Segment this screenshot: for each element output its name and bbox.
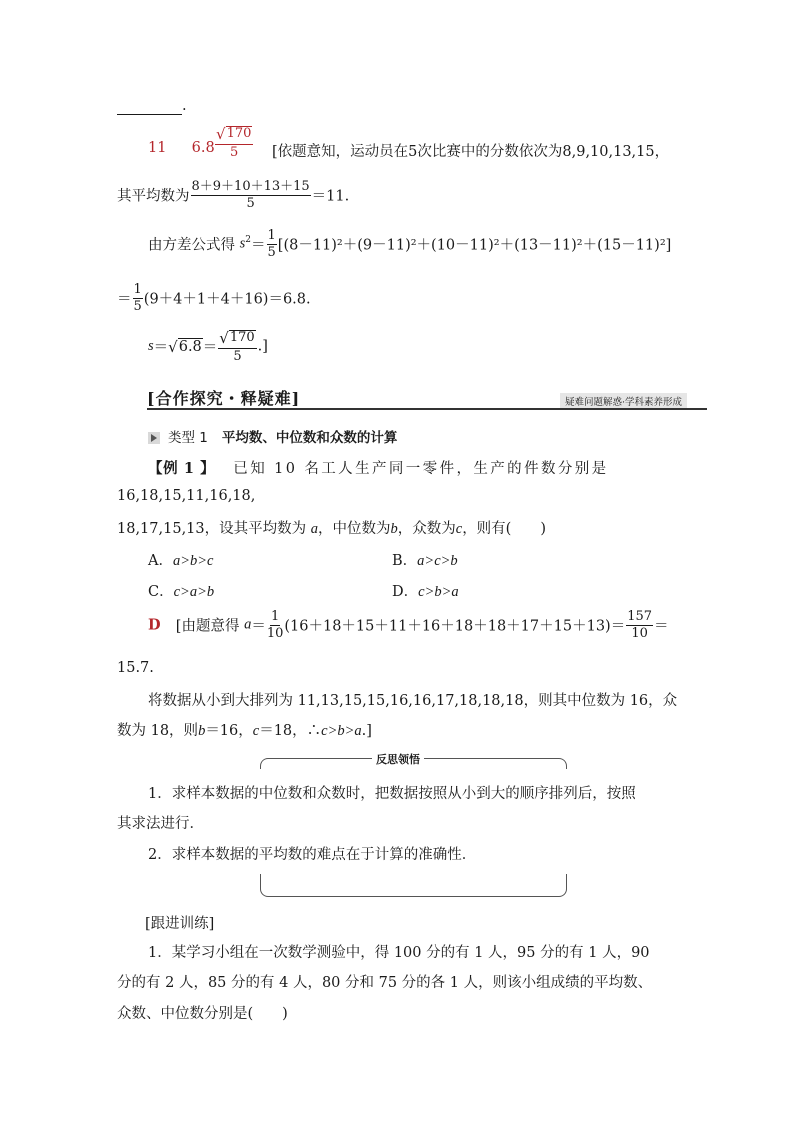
solution-res-num: 157: [627, 609, 653, 624]
answer-values: [148, 140, 215, 156]
var-a: a: [310, 521, 318, 537]
play-triangle-icon: [148, 432, 160, 444]
followup-q1c: 众数、中位数分别是( ): [117, 1006, 288, 1022]
variance-result-frac-den: 5: [133, 298, 142, 314]
solution-line4g: .]: [361, 723, 372, 739]
average-numerator: 8＋9＋10＋13＋15: [191, 179, 310, 194]
sd-end: .]: [257, 338, 268, 355]
average-result: ＝11.: [311, 188, 350, 205]
average-label: 其平均数为: [117, 188, 190, 205]
solution-line3: 将数据从小到大排列为 11,13,15,15,16,16,17,18,18,18，则其中位数为 16，众: [148, 693, 678, 709]
option-c-letter: C．: [148, 584, 174, 600]
section-rule: [147, 408, 707, 410]
answer-blank-period: .: [182, 98, 187, 114]
sd-symbol: s: [148, 338, 154, 355]
solution-line4c: ＝16，: [205, 723, 253, 739]
followup-q1b: 分的有 2 人，85 分的有 4 人，80 分和 75 分的各 1 人，则该小组成绩的平均数、: [117, 975, 653, 991]
option-c-expr: c>a>b: [173, 584, 215, 600]
answer-mean: 11: [148, 140, 167, 156]
example-line1: [148, 457, 609, 478]
option-a-letter: A．: [148, 553, 173, 569]
type-heading: [148, 426, 397, 446]
reflection-item2: 2．求样本数据的平均数的难点在于计算的准确性．: [148, 847, 477, 863]
variance-result-equals: ＝: [117, 291, 132, 308]
solution-line4a: 数为 18，则: [117, 723, 199, 739]
type-title: 平均数、中位数和众数的计算: [221, 430, 398, 446]
variance-result-line: [117, 283, 311, 313]
solution-line1: [148, 610, 669, 640]
sd-line: s＝ √ 6.8 ＝ √ 170 5 .]: [148, 328, 268, 364]
option-a-expr: a>b>c: [172, 553, 214, 569]
variance-label: 由方差公式得: [148, 237, 235, 254]
sd-result-denominator: 5: [233, 348, 242, 364]
variance-expression: [(8－11)²＋(9－11)²＋(10－11)²＋(13－11)²＋(15－11)²]: [277, 237, 672, 254]
solution-text-a: [由题意得: [175, 618, 240, 635]
variance-result-expr: (9＋4＋1＋4＋16)＝6.8.: [143, 291, 311, 308]
example-text3b: ，中位数为: [318, 521, 391, 537]
sd-result-radicand: 170: [229, 330, 255, 345]
solution-var-a: a: [244, 616, 252, 633]
solution-frac-den: 10: [266, 625, 284, 641]
answer-sd-radicand: 170: [226, 126, 252, 141]
solution-frac-num: 1: [270, 609, 280, 624]
example-line3: [117, 517, 546, 538]
variance-result-frac-num: 1: [133, 282, 142, 297]
option-d-expr: c>b>a: [418, 584, 459, 600]
solution-eq: ＝: [251, 618, 266, 635]
followup-q1a: 1．某学习小组在一次数学测验中，得 100 分的有 1 人，95 分的有 1 人，90: [148, 945, 650, 961]
example-label: 【例 1 】: [148, 460, 216, 477]
answer-sd-fraction: √ 170 5: [216, 124, 252, 160]
example-text1: 已知 10 名工人生产同一零件，生产的件数分别是: [233, 461, 609, 477]
variance-equals: ＝: [251, 237, 266, 254]
option-b[interactable]: [392, 549, 458, 570]
var-c: c: [455, 521, 463, 537]
example-text3d: ，则有( ): [462, 521, 547, 537]
variance-frac-den: 5: [267, 244, 276, 260]
solution-res-eq: ＝: [654, 618, 669, 635]
solution-line2: 15.7.: [117, 660, 154, 676]
variance-line: 由方差公式得 $s^2=$ $\frac{1}{5}$ [(8－11)²＋(9－11)²＋(10－11)²＋(13－11)²＋(15－11)²]: [148, 228, 672, 260]
explanation-line1: [依题意知，运动员在5次比赛中的分数依次为8,9,10,13,15，: [272, 144, 670, 160]
type-label: 类型 1: [168, 430, 208, 446]
reflection-item1b: 其求法进行．: [117, 816, 204, 832]
solution-res-den: 10: [631, 625, 648, 641]
answer-variance: 6.8: [191, 140, 215, 156]
solution-line4e: ＝18，∴: [259, 723, 322, 739]
option-b-expr: a>c>b: [417, 553, 458, 569]
option-a[interactable]: [148, 549, 214, 570]
example-text3c: ，众数为: [397, 521, 456, 537]
followup-label: [跟进训练]: [145, 916, 215, 932]
answer-blank-line: [117, 114, 182, 115]
var-b: b: [390, 521, 398, 537]
section-tag: 疑难问题解惑·学科素养形成: [560, 393, 687, 409]
solution-line4d: c: [252, 723, 260, 739]
solution-answer: D: [148, 616, 161, 634]
section-title: [合作探究・释疑难]: [147, 389, 301, 408]
option-d-letter: D．: [392, 584, 419, 600]
average-line: [117, 180, 349, 210]
option-d[interactable]: [392, 580, 459, 601]
solution-line4b: b: [198, 723, 206, 739]
example-text2: 16,18,15,11,16,18,: [117, 488, 256, 504]
variance-frac-num: 1: [267, 228, 276, 243]
average-denominator: 5: [246, 195, 255, 211]
reflection-item1a: 1．求样本数据的中位数和众数时，把数据按照从小到大的顺序排列后，按照: [148, 786, 636, 802]
solution-line4: [117, 719, 372, 740]
answer-sd-denominator: 5: [230, 144, 239, 160]
reflection-bracket-bottom: [260, 874, 567, 897]
sd-equals-1: ＝: [153, 340, 169, 357]
sd-radicand: 6.8: [178, 338, 202, 355]
solution-line4f: c>b>a: [321, 723, 362, 739]
solution-expr: (16＋18＋15＋11＋16＋18＋18＋17＋15＋13)＝: [284, 618, 626, 635]
option-b-letter: B．: [392, 553, 418, 569]
reflection-label: 反思领悟: [372, 751, 424, 767]
option-c[interactable]: [148, 580, 214, 601]
sd-equals-2: ＝: [202, 340, 218, 357]
variance-symbol: s: [239, 235, 246, 252]
example-text3a: 18,17,15,13，设其平均数为: [117, 521, 307, 537]
